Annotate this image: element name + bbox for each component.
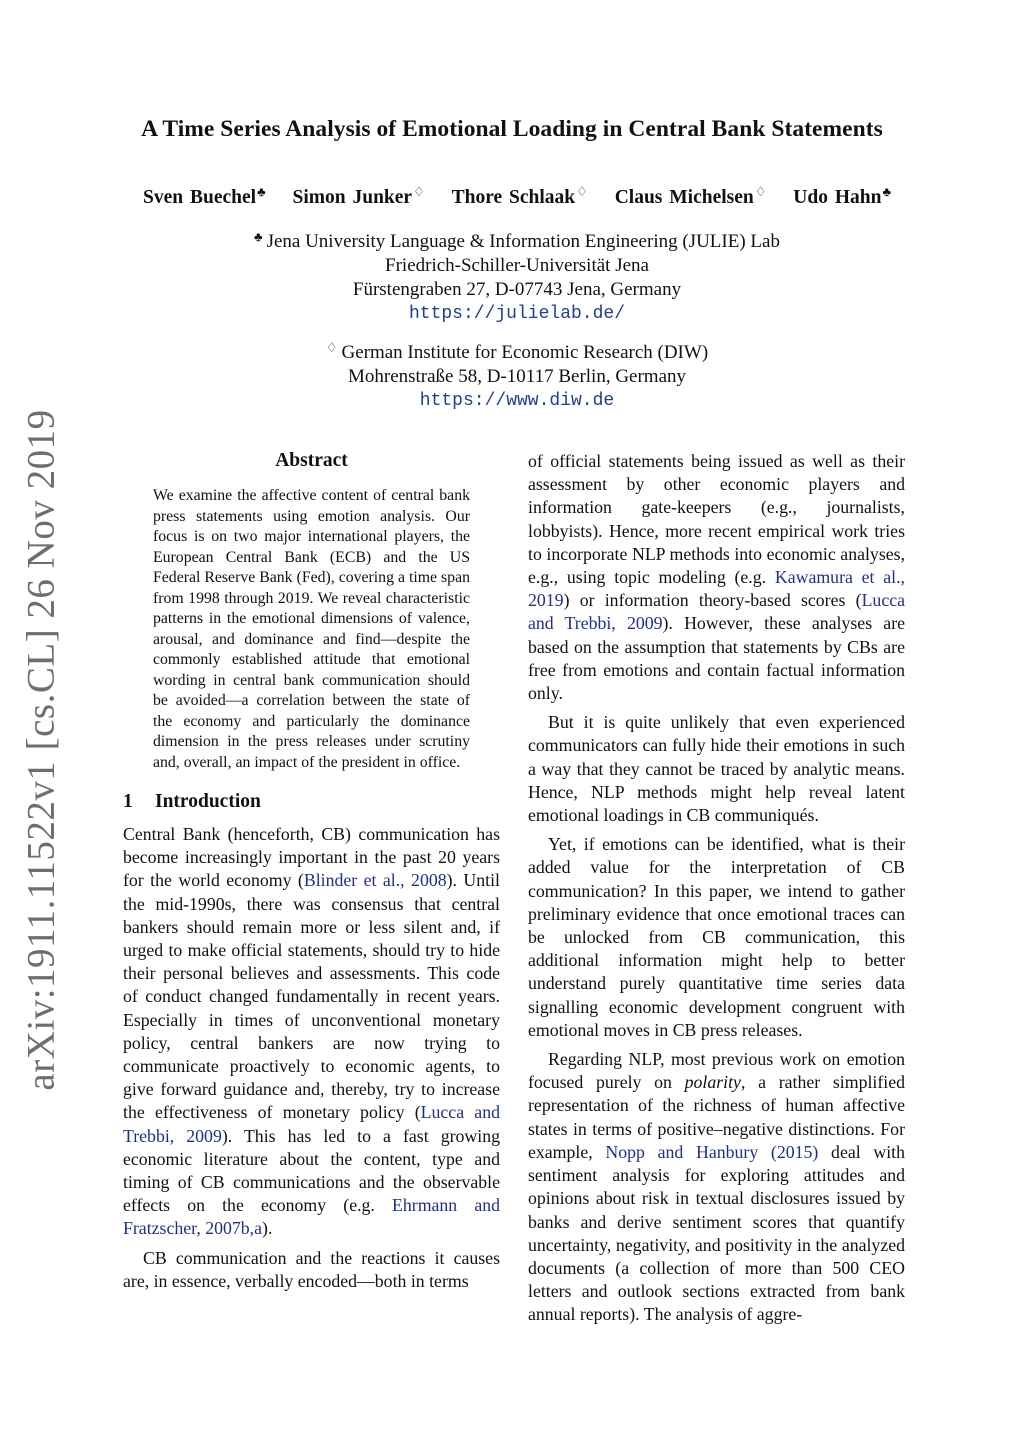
citation-link[interactable]: Ehrmann and Fratzscher, 2007b,a bbox=[123, 1195, 501, 1239]
abstract-text: We examine the affective content of central bank press statements using emotion analysis. Our focus is on two major international players, the European Central Bank (ECB) and the US Federal Reserve Bank (Fed), covering a time span from 1998 through 2019. We reveal characteristic patterns in the emotional dimensions of valence, arousal, and dominance and find—despite the commonly established attitude that emotional wording in central bank communication should be avoided—a correlation between the state of the economy and particularly the dominance dimension in the press releases under scrutiny and, overall, an impact of the president in office. bbox=[153, 487, 470, 771]
intro-paragraph-5: Yet, if emotions can be identified, what is their added value for the interpretation of CB communication? In this paper, we intend to gather preliminary evidence that once emotional traces can be unlocked from CB communication, this additional information might help to better understand purely quantitative time series data signalling economic development congruent with emotional moves in CB press releases. bbox=[528, 834, 905, 1040]
affiliation-diw: ♢ German Institute for Economic Research (DIW) Mohrenstraße 58, D-10117 Berlin, Germany https://www.diw.de bbox=[100, 336, 934, 413]
author: Udo Hahn♣ bbox=[793, 184, 891, 208]
intro-paragraph-2: CB communication and the reactions it causes are, in essence, verbally encoded—both in terms bbox=[123, 1247, 500, 1291]
julielab-url[interactable]: https://julielab.de/ bbox=[408, 304, 626, 324]
left-column bbox=[123, 450, 500, 1293]
citation-link[interactable]: Lucca and Trebbi, 2009 bbox=[123, 1102, 500, 1146]
paper-title: A Time Series Analysis of Emotional Loading in Central Bank Statements bbox=[141, 116, 883, 142]
intro-paragraph-4: But it is quite unlikely that even experienced communicators can fully hide their emotions in such a way that they cannot be traced by analytic means. Hence, NLP methods might help reveal latent emotional loadings in CB communiqués. bbox=[528, 712, 905, 826]
abstract-heading: Abstract bbox=[275, 450, 348, 471]
citation-link[interactable]: Blinder et al., 2008 bbox=[303, 870, 447, 891]
arxiv-id: arXiv:1911.11522v1 [cs.CL] 26 Nov 2019 bbox=[19, 409, 63, 1091]
intro-paragraph-1: Central Bank (henceforth, CB) communication has become increasingly important in the past 20 years for the world economy (Blinder et al., 2008). Until the mid-1990s, there was consensus that central bankers should remain more or less silent and, if urged to make official statements, should try to hide their personal believes and assessments. This code of conduct changed fundamentally in recent years. Especially in times of unconventional monetary policy, central bankers are now trying to communicate proactively to economic agents, to give forward guidance and, thereby, try to increase the effectiveness of monetary policy (Lucca and Trebbi, 2009). This has led to a fast growing economic literature about the content, type and timing of CB communications and the observable effects on the economy (e.g. Ehrmann and Fratzscher, 2007b,a). bbox=[123, 824, 501, 1239]
author: Simon Junker♢ bbox=[292, 184, 425, 208]
right-column bbox=[528, 450, 905, 1327]
author: Claus Michelsen♢ bbox=[614, 184, 767, 208]
citation-link[interactable]: Lucca and Trebbi, 2009 bbox=[528, 590, 905, 634]
diw-url[interactable]: https://www.diw.de bbox=[419, 391, 615, 411]
section-heading: 1 Introduction bbox=[123, 791, 261, 812]
author-list bbox=[100, 184, 934, 209]
citation-link[interactable]: Kawamura et al., 2019 bbox=[528, 567, 905, 611]
arxiv-sidebar-stamp bbox=[14, 409, 68, 1091]
citation-link[interactable]: Nopp and Hanbury (2015) bbox=[605, 1141, 819, 1162]
author: Thore Schlaak♢ bbox=[451, 184, 588, 208]
intro-paragraph-6: Regarding NLP, most previous work on emotion focused purely on polarity, a rather simplified representation of the richness of human affective states in terms of positive–negative distinctions. For example, Nopp and Hanbury (2015) deal with sentiment analysis for exploring attitudes and opinions about risk in textual disclosures issued by banks and derive sentiment scores that quantify uncertainty, negativity, and positivity in the analyzed documents (a collection of more than 500 CEO letters and outlook sections extracted from bank annual reports). The analysis of aggre- bbox=[528, 1049, 905, 1325]
intro-paragraph-3: of official statements being issued as well as their assessment by other economic players and information gate-keepers (e.g., journalists, lobbyists). Hence, more recent empirical work tries to incorporate NLP methods into economic analyses, e.g., using topic modeling (e.g. Kawamura et al., 2019) or information theory-based scores (Lucca and Trebbi, 2009). However, these analyses are based on the assumption that statements by CBs are free from emotions and contain factual information only. bbox=[528, 451, 906, 704]
author: Sven Buechel♣ bbox=[143, 184, 266, 208]
affiliation-julie: ♣ Jena University Language & Information Engineering (JULIE) Lab Friedrich-Schiller-Universität Jena Fürstengraben 27, D-07743 Jena, Germany https://julielab.de/ bbox=[100, 225, 934, 326]
